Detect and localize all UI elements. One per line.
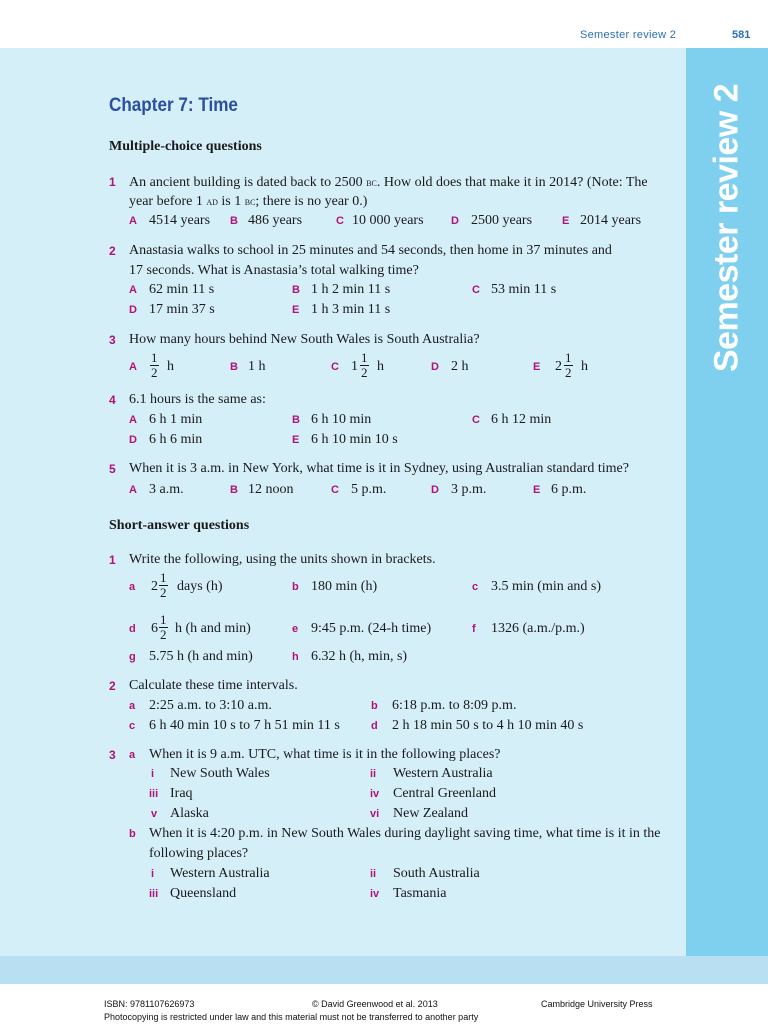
option-letter: C [472,284,480,296]
part-letter: c [472,581,479,593]
question-text: When it is 4:20 p.m. in New South Wales during daylight saving time, what time is it in the [149,826,661,841]
mixed-number-whole: 2 [555,359,562,374]
option-text: 2014 years [580,213,642,228]
part-letter: h [292,651,299,663]
part-letter: f [472,623,476,635]
fraction: $\frac{1}{2}$ [361,350,368,380]
header-section-title: Semester review 2 [580,29,677,41]
option-letter: C [336,215,344,227]
option-text: 1 h 2 min 11 s [311,282,391,297]
subpart-text: Tasmania [393,886,447,901]
part-text: 9:45 p.m. (24-h time) [311,621,432,636]
option-text: 17 min 37 s [149,302,215,317]
question-text: An ancient building is dated back to 2500 bc. How old does that make it in 2014? (Note: The [129,175,648,190]
question-text: Calculate these time intervals. [129,678,298,693]
question-text: year before 1 ad is 1 bc; there is no year 0.) [129,194,368,209]
part-text: days (h) [177,579,223,594]
option-letter: E [292,434,300,446]
option-text: 6 h 12 min [491,412,552,427]
bottom-band [0,956,768,984]
option-unit: h [377,359,384,374]
subpart-text: Alaska [170,806,209,821]
question-number: 2 [109,244,116,258]
option-letter: E [533,361,541,373]
option-text: 2500 years [471,213,533,228]
subpart-numeral: iv [370,888,380,900]
part-text: 2 h 18 min 50 s to 4 h 10 min 40 s [392,718,584,733]
part-letter: a [129,749,136,761]
question-text: following places? [149,846,249,861]
option-text: 62 min 11 s [149,282,215,297]
mixed-number-whole: 1 [351,359,358,374]
option-letter: D [431,484,439,496]
side-tab-label: Semester review 2 [707,83,746,373]
question-number: 4 [109,393,116,407]
question-number: 1 [109,175,116,189]
option-letter: A [129,414,137,426]
subpart-text: New South Wales [170,766,270,781]
subpart-numeral: i [151,868,155,880]
part-letter: g [129,651,136,663]
option-text: 3 p.m. [451,482,487,497]
option-text: 4514 years [149,213,211,228]
part-text: 180 min (h) [311,579,378,594]
option-text: 6 p.m. [551,482,587,497]
option-text: 2 h [451,359,469,374]
subpart-numeral: iv [370,788,380,800]
subpart-text: South Australia [393,866,480,881]
part-letter: e [292,623,299,635]
question-text: Write the following, using the units shown in brackets. [129,552,436,567]
option-text: 12 noon [248,482,294,497]
part-text: 6:18 p.m. to 8:09 p.m. [392,698,517,713]
question-number: 2 [109,679,116,693]
option-text: 3 a.m. [149,482,184,497]
mixed-number-whole: 2 [151,579,158,594]
part-letter: c [129,720,136,732]
question-text: How many hours behind New South Wales is South Australia? [129,332,480,347]
subpart-text: Western Australia [170,866,270,881]
option-letter: B [230,361,238,373]
footer-publisher: Cambridge University Press [541,999,653,1009]
subpart-text: Western Australia [393,766,493,781]
option-unit: h [581,359,588,374]
option-unit: h [167,359,174,374]
question-text: 6.1 hours is the same as: [129,392,266,407]
footer-isbn: ISBN: 9781107626973 [104,999,195,1009]
option-letter: E [562,215,570,227]
option-letter: A [129,361,137,373]
question-text: When it is 9 a.m. UTC, what time is it in the following places? [149,747,501,762]
option-letter: E [292,304,300,316]
mc-heading: Multiple-choice questions [109,139,262,154]
question-text: Anastasia walks to school in 25 minutes and 54 seconds, then home in 37 minutes and [129,243,612,258]
part-letter: b [129,828,136,840]
part-letter: d [129,623,136,635]
option-letter: E [533,484,541,496]
option-letter: D [431,361,439,373]
subpart-text: Queensland [170,886,237,901]
option-letter: A [129,484,137,496]
option-letter: B [292,284,300,296]
option-letter: C [331,361,339,373]
part-text: 3.5 min (min and s) [491,579,602,594]
part-text: 5.75 h (h and min) [149,649,253,664]
option-text: 53 min 11 s [491,282,557,297]
option-text: 10 000 years [352,213,424,228]
page-header [0,0,768,48]
subpart-text: New Zealand [393,806,469,821]
option-letter: B [230,484,238,496]
subpart-text: Central Greenland [393,786,497,801]
option-text: 1 h 3 min 11 s [311,302,391,317]
option-text: 6 h 1 min [149,412,203,427]
option-letter: B [292,414,300,426]
option-text: 6 h 10 min 10 s [311,432,398,447]
subpart-text: Iraq [170,786,193,801]
question-text: 17 seconds. What is Anastasia’s total walking time? [129,263,419,278]
option-letter: A [129,284,137,296]
option-text: 5 p.m. [351,482,387,497]
footer-copyright: © David Greenwood et al. 2013 [312,999,438,1009]
subpart-numeral: ii [370,868,377,880]
subpart-numeral: v [151,808,158,820]
question-number: 3 [109,748,116,762]
footer-notice: Photocopying is restricted under law and this material must not be transferred to another party [104,1012,479,1022]
option-letter: D [451,215,459,227]
question-text: When it is 3 a.m. in New York, what time is it in Sydney, using Australian standard time? [129,461,629,476]
subpart-numeral: ii [370,768,377,780]
page-number: 581 [732,29,751,41]
fraction: $\frac{1}{2}$ [151,350,158,380]
part-text: 2:25 a.m. to 3:10 a.m. [149,698,272,713]
option-letter: A [129,215,137,227]
part-letter: b [292,581,299,593]
part-letter: a [129,700,136,712]
part-text: h (h and min) [175,621,251,636]
option-letter: C [331,484,339,496]
option-letter: D [129,434,137,446]
mixed-number-whole: 6 [151,621,158,636]
part-text: 6 h 40 min 10 s to 7 h 51 min 11 s [149,718,340,733]
subpart-numeral: i [151,768,155,780]
question-number: 3 [109,333,116,347]
option-text: 6 h 10 min [311,412,372,427]
question-number: 1 [109,553,116,567]
part-letter: b [371,700,378,712]
option-text: 486 years [248,213,303,228]
chapter-title: Chapter 7: Time [109,95,238,116]
option-text: 6 h 6 min [149,432,203,447]
sa-heading: Short-answer questions [109,518,250,533]
fraction: $\frac{1}{2}$ [160,570,167,600]
part-letter: a [129,581,136,593]
fraction: $\frac{1}{2}$ [565,350,572,380]
part-text: 1326 (a.m./p.m.) [491,621,585,636]
option-letter: C [472,414,480,426]
option-text: 1 h [248,359,266,374]
option-letter: B [230,215,238,227]
subpart-numeral: vi [370,808,380,820]
question-number: 5 [109,462,116,476]
part-letter: d [371,720,378,732]
subpart-numeral: iii [149,788,159,800]
fraction: $\frac{1}{2}$ [160,612,167,642]
part-text: 6.32 h (h, min, s) [311,649,408,664]
option-letter: D [129,304,137,316]
subpart-numeral: iii [149,888,159,900]
